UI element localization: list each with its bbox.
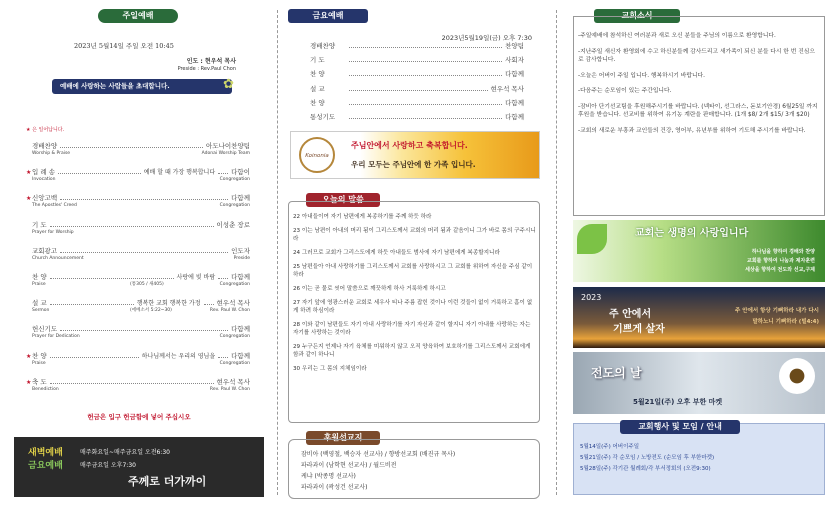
friday-item-leader: 사회자 (505, 56, 524, 65)
word-title: 오늘의 말씀 (306, 193, 380, 207)
item-title: 축 도 (32, 377, 47, 386)
verse: 28 이와 같이 남편들도 자기 아내 사랑하기를 자기 자신과 같이 할지니 자기 아내를 사랑하는 자는 자기를 사랑하는 것이라 (293, 322, 531, 336)
verse: 22 아내들이여 자기 남편에게 복종하기를 주께 하듯 하라 (293, 214, 432, 220)
friday-item-title: 설 교 (310, 84, 325, 93)
sunday-order-item (26, 141, 250, 163)
news-item: -교회의 새로운 부흥과 교인들의 건강, 영어부, 유년부를 위하여 기도해 주시기를 바랍니다. (578, 127, 806, 134)
sunday-preside-en: Preside : Rev.Paul Chon (177, 66, 236, 72)
year-right1: 주 안에서 항상 기뻐하라 내가 다시 (735, 308, 819, 314)
item-leader-en: Adonai Worship Team (201, 151, 250, 156)
item-title: 기 도 (32, 220, 47, 229)
sunday-preside: 인도 : 현우석 목사 (186, 58, 236, 65)
friday-item-leader: 현우석 목사 (490, 84, 524, 93)
friday-title: 금요예배 (288, 9, 368, 23)
news-item: -오늘은 어버이 주일 입니다. 행복하시기 바랍니다. (578, 72, 705, 79)
flower-image (779, 358, 815, 394)
banner-line2: 우리 모두는 주님안에 한 가족 입니다. (351, 160, 476, 169)
item-leader-en: Rev. Paul W. Chon (209, 308, 250, 314)
flower-icon: ✿ (223, 77, 234, 92)
item-title-en: Praise (32, 282, 46, 287)
item-detail: 하나님께서는 우리의 영님을 (141, 352, 216, 360)
verse: 24 그러므로 교회가 그리스도에게 하듯 아내들도 범사에 자기 남편에게 복종할지니라 (293, 250, 500, 256)
missionary-item: 파라과이 (곽성건 선교사) (301, 484, 368, 491)
item-leader-en: Congregation (219, 203, 250, 209)
news-list (578, 32, 820, 142)
sunday-order-item (26, 272, 250, 294)
item-title-en: Prayer for Dedication (32, 334, 80, 340)
news-item: -주일예배에 참석하신 여러분과 새로 오신 분들을 주님의 이름으로 환영합니다. (578, 33, 776, 39)
stand-note: ★ 은 일어납니다. (26, 127, 65, 133)
sunday-title: 주일예배 (98, 9, 178, 23)
slogan: 주께로 더가까이 (128, 475, 207, 488)
item-leader: 다함께 (231, 194, 250, 203)
sunday-order-item (26, 220, 250, 242)
friday-date: 2023년5월19일(금) 오후 7:30 (441, 34, 532, 42)
life-banner (573, 220, 825, 282)
sunday-order-item (26, 351, 250, 373)
item-title: 입 례 송 (32, 168, 55, 177)
friday-panel (282, 0, 544, 507)
dawn-text: 매주화요일~매주금요일 오전6:30 (80, 449, 170, 456)
evangelism-title: 전도의 날 (591, 366, 642, 380)
friday-order-item (310, 112, 524, 121)
item-detail-sub: (통305 / 새405) (130, 282, 164, 287)
event-item: 5월14일(주) 어버이주일 (580, 444, 640, 450)
friday-item-title: 기 도 (310, 56, 325, 65)
verse-list (293, 213, 537, 379)
life-line3: 세상을 향하여 전도와 선교,구제 (745, 267, 815, 273)
news-panel (570, 0, 828, 507)
verse: 26 이는 곧 물로 씻어 말씀으로 깨끗하게 하사 거룩하게 하시고 (293, 286, 446, 292)
item-leader-en: Congregation (219, 334, 250, 340)
friday-item-leader: 다함께 (505, 70, 524, 79)
item-title-en: Worship & Praise (32, 151, 71, 156)
friday-order-item (310, 41, 524, 50)
news-item: -다음주는 순모임이 있는 주간입니다. (578, 88, 672, 94)
offering-note: 헌금은 입구 헌금함에 넣어 주십시오 (87, 413, 191, 421)
item-title: 교회광고 (32, 246, 58, 255)
item-title: 찬 양 (32, 273, 47, 281)
news-item: -잠비아 단기선교팀을 후원해주시기를 바랍니다. (넥타이, 선그라스, 돋보기안경) 6월25일 까지 후원을 받습니다. 선교비를 위하여 유기농 계란을 판매합니다. (1개 $8/ 2개 $15/ 3개 $20) (578, 103, 818, 118)
friday-order-item (310, 69, 524, 78)
news-item: -지난주일 새신자 환영회에 수고 하신분들께 감사드리고 새가족이 되신 분들 다시 한 번 진심으로 감사합니다. (578, 48, 815, 63)
item-title: 경배찬양 (32, 142, 58, 150)
item-leader: 인도자 (231, 246, 250, 255)
item-detail: 사랑에 빚 바람 (176, 274, 216, 281)
item-title: 신앙고백 (32, 194, 58, 203)
item-star: ★ (26, 169, 32, 177)
item-title-en: Church Announcement (32, 255, 84, 261)
friday-item-title: 통성기도 (310, 113, 336, 121)
item-star: ★ (26, 378, 32, 386)
evangelism-date: 5월21일(주) 오후 부한 마켓 (633, 398, 723, 406)
sunday-order-item (26, 324, 250, 346)
sunday-order-item (26, 298, 250, 320)
koinonia-banner (290, 131, 540, 179)
verse: 29 누구든지 언제나 자기 육체를 미워하지 않고 오직 양육하여 보호하기를 그리스도께서 교회에게 함과 같이 하나니 (293, 344, 531, 358)
item-title-en: Praise (32, 360, 46, 366)
missionary-item: 잠비아 (백영철, 백승자 선교사) / 향방선교회 (배진규 목사) (301, 451, 456, 458)
evangelism-banner (573, 352, 825, 414)
news-title: 교회소식 (594, 9, 680, 23)
item-leader: 다함께 (231, 351, 250, 360)
missionary-item: 파라과이 (남학현 선교사) / 월드비전 (301, 462, 397, 469)
banner-line1: 주님안에서 사랑하고 축복합니다. (351, 141, 468, 150)
item-leader-en: Rev. Paul W. Chon (209, 386, 250, 392)
year-banner (573, 287, 825, 348)
item-leader: 다함께 (231, 273, 250, 281)
item-title: 설 교 (32, 299, 47, 308)
friday-order-item (310, 98, 524, 107)
invite-banner (52, 79, 232, 94)
life-line2: 교회를 향하여 나눔과 제자훈련 (746, 258, 815, 264)
missionary-item: 케냐 (박종명 선교사) (301, 473, 356, 480)
invite-text: 예배에 사랑하는 사람들을 초대합니다. (60, 82, 170, 90)
life-line1: 하나님을 향하여 경배와 찬양 (751, 249, 815, 255)
item-detail: 행복한 교회 행복한 가정 (136, 300, 201, 308)
word-box (288, 201, 540, 423)
friday-label: 금요예배 (28, 461, 63, 471)
divider-right (556, 10, 557, 495)
event-item: 5월21일(주) 각 순모임 / 노방전도 (순모임 후 부한마켓) (580, 455, 715, 461)
sunday-order-item (26, 193, 250, 215)
verse: 27 자기 앞에 영광스러운 교회로 세우사 티나 주름 잡힌 것이나 이런 것들이 없이 거룩하고 흠이 없게 하려 하심이라 (293, 300, 533, 314)
friday-item-leader: 다함께 (505, 113, 524, 121)
item-detail: 예배 할 때 가장 행복합니다 (143, 169, 216, 177)
missionary-box (288, 439, 540, 499)
friday-item-title: 찬 양 (310, 98, 325, 107)
item-title-en: Prayer for Worship (32, 229, 74, 235)
item-leader-en: Congregation (219, 360, 250, 366)
item-title: 찬 양 (32, 351, 47, 360)
leaf-icon (577, 224, 607, 254)
year-line2: 기쁘게 살자 (613, 324, 665, 335)
friday-text: 매주금요일 오후7:30 (80, 462, 136, 469)
sunday-date: 2023년 5월14일 주일 오전 10:45 (74, 42, 174, 50)
sunday-order-item (26, 377, 250, 399)
item-title-en: Benediction (32, 386, 59, 392)
weekly-services-box (14, 437, 264, 497)
koinonia-logo-text: Koinonia (305, 153, 329, 159)
events-title: 교회행사 및 모임 / 안내 (620, 420, 740, 434)
item-leader: 다함이 (231, 168, 250, 177)
sunday-order-list (26, 141, 250, 406)
item-title-en: The Apostles' Creed (32, 203, 77, 209)
events-box (573, 423, 825, 495)
item-star: ★ (26, 195, 32, 203)
life-headline: 교회는 생명의 사랑입니다 (635, 228, 749, 239)
verse: 25 남편들아 아내 사랑하기를 그리스도께서 교회를 사랑하시고 그 교회를 위하여 자신을 주심 같이 하라 (293, 264, 533, 278)
item-leader: 현우석 목사 (216, 377, 250, 386)
verse: 30 우리는 그 몸의 지체임이라 (293, 366, 367, 372)
news-box (573, 16, 825, 216)
item-star: ★ (26, 352, 32, 360)
item-leader-en: Congregation (219, 282, 250, 287)
sunday-panel (14, 0, 264, 507)
friday-item-leader: 다함께 (505, 98, 524, 107)
divider-left (277, 10, 278, 495)
item-detail-sub: (에베소서 5:22~30) (130, 308, 172, 314)
friday-item-title: 찬 양 (310, 70, 325, 79)
event-item: 5월28일(주) 각기관 월례회/각 부서정회의 (오전9:30) (580, 466, 711, 472)
year-line1: 주 안에서 (609, 309, 652, 320)
friday-order-item (310, 55, 524, 64)
item-leader: 다함께 (231, 325, 250, 334)
year-right2: 말하노니 기뻐하라 (빌4:4) (752, 319, 819, 325)
item-leader-en: Congregation (219, 177, 250, 183)
friday-item-title: 경배찬양 (310, 42, 336, 50)
year-text: 2023 (581, 293, 602, 302)
item-title: 헌신기도 (32, 325, 58, 334)
friday-order-item (310, 84, 524, 93)
sunday-order-item (26, 246, 250, 268)
sunday-order-item (26, 167, 250, 189)
events-list (580, 442, 714, 475)
missionary-title: 후원선교지 (306, 431, 380, 445)
missionary-list (301, 449, 455, 493)
item-leader-en: Preside (233, 255, 250, 261)
item-leader: 이성춘 장로 (216, 220, 250, 229)
dawn-label: 새벽예배 (28, 448, 63, 458)
friday-order-list (310, 41, 524, 125)
koinonia-logo (299, 137, 335, 173)
verse: 23 이는 남편이 아내의 머리 됨이 그리스도께서 교회의 머리 됨과 같음이니 그가 바로 몸의 구주시니라 (293, 228, 536, 242)
item-leader: 아도나이찬양팀 (206, 142, 250, 150)
item-title-en: Sermon (32, 308, 50, 314)
item-title-en: Invocation (32, 177, 56, 183)
item-leader: 현우석 목사 (216, 299, 250, 308)
friday-item-leader: 찬양팀 (505, 42, 524, 50)
